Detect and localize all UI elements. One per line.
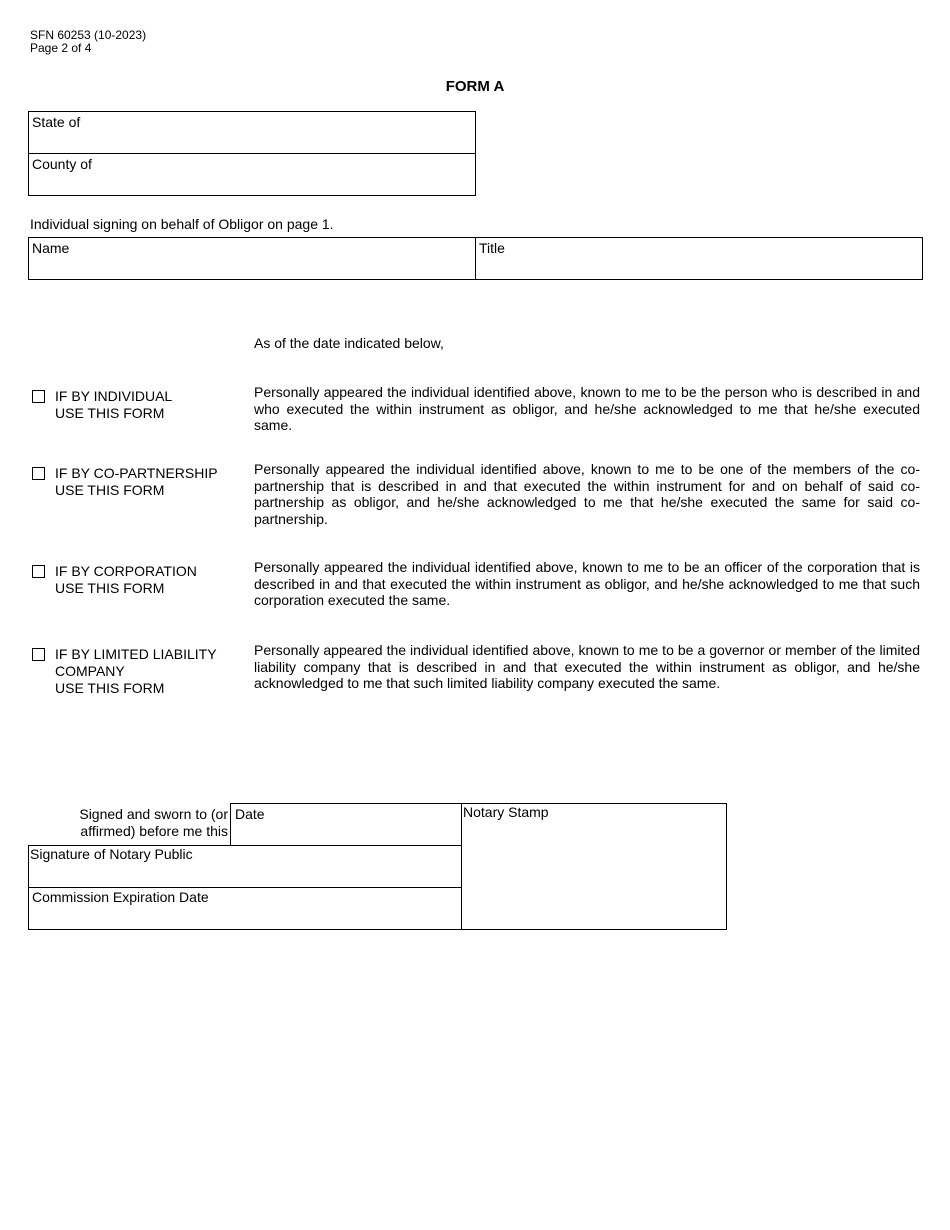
llc-label-line-3: USE THIS FORM: [55, 680, 165, 696]
state-label: State of: [32, 114, 81, 130]
state-field[interactable]: [28, 111, 476, 154]
notary-stamp-label: Notary Stamp: [463, 804, 549, 820]
corporation-label-line-1: IF BY CORPORATION: [55, 563, 197, 579]
llc-statement: Personally appeared the individual identified above, known to me to be a governor or member of the limited liability company that is described in and that executed the within instrument as obligor, and he/she acknowledged to me that such limited liability company executed the same.: [254, 642, 920, 692]
page-number: Page 2 of 4: [30, 41, 92, 55]
signer-intro: Individual signing on behalf of Obligor on page 1.: [30, 216, 334, 232]
individual-label-line-1: IF BY INDIVIDUAL: [55, 388, 173, 404]
llc-label-line-1: IF BY LIMITED LIABILITY: [55, 646, 217, 662]
county-label: County of: [32, 156, 92, 172]
title-label: Title: [479, 240, 505, 256]
sworn-line-2: affirmed) before me this: [80, 823, 228, 839]
corporation-statement: Personally appeared the individual identified above, known to me to be an officer of the corporation that is described in and that executed the within instrument as obligor, and he/she acknowledged to me that such corporation executed the same.: [254, 559, 920, 609]
page-title: FORM A: [445, 78, 505, 95]
llc-option-label: [55, 646, 240, 697]
name-label: Name: [32, 240, 70, 256]
notary-stamp-area: [461, 803, 727, 930]
individual-checkbox[interactable]: [32, 390, 45, 403]
individual-statement: Personally appeared the individual identified above, known to me to be the person who is described in and who executed the within instrument as obligor, and he/she acknowledged to me that he/she executed same.: [254, 384, 920, 434]
form-number: SFN 60253 (10-2023): [30, 28, 147, 42]
notary-signature-label: Signature of Notary Public: [30, 846, 193, 862]
commission-expiration-label: Commission Expiration Date: [32, 889, 209, 905]
corporation-checkbox[interactable]: [32, 565, 45, 578]
notary-signature-field[interactable]: [28, 845, 462, 888]
corporation-option-label: [55, 563, 240, 597]
date-intro: As of the date indicated below,: [254, 335, 444, 351]
corporation-label-line-2: USE THIS FORM: [55, 580, 165, 596]
county-field[interactable]: [28, 153, 476, 196]
llc-checkbox[interactable]: [32, 648, 45, 661]
co-partnership-label-line-2: USE THIS FORM: [55, 482, 165, 498]
co-partnership-statement: Personally appeared the individual identified above, known to me to be one of the members of the co-partnership that is described in and that executed the within instrument for and on behalf of said co-partnership as obligor, and he/she acknowledged to me that he/she executed the same for said co-partnership.: [254, 461, 920, 528]
commission-expiration-field[interactable]: [28, 887, 462, 930]
co-partnership-option-label: [55, 465, 240, 499]
co-partnership-checkbox[interactable]: [32, 467, 45, 480]
title-field[interactable]: [475, 237, 923, 280]
individual-label-line-2: USE THIS FORM: [55, 405, 165, 421]
date-field[interactable]: [230, 803, 462, 846]
llc-label-line-2: COMPANY: [55, 663, 125, 679]
individual-option-label: [55, 388, 240, 422]
co-partnership-label-line-1: IF BY CO-PARTNERSHIP: [55, 465, 218, 481]
date-label: Date: [235, 806, 265, 822]
sworn-line-1: Signed and sworn to (or: [79, 806, 228, 822]
name-field[interactable]: [28, 237, 476, 280]
sworn-statement: [30, 806, 228, 840]
